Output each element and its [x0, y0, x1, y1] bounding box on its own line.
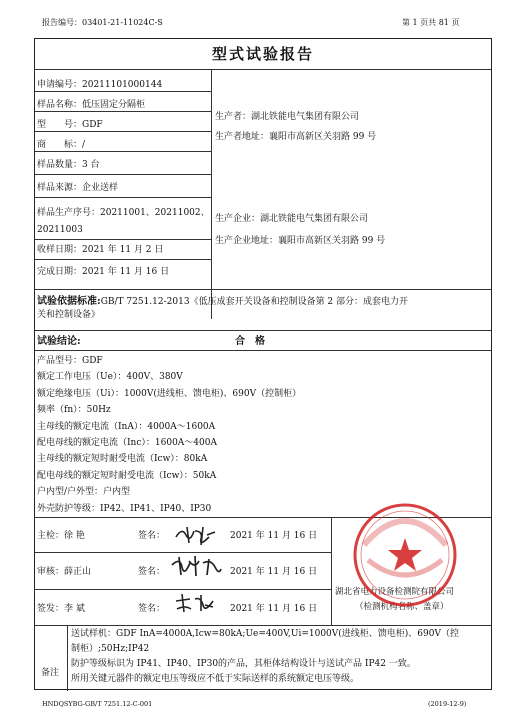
- inspector: 主检：徐 艳: [37, 531, 85, 541]
- issuer-signature: [173, 591, 217, 615]
- issuer: 签发：李 斌: [37, 604, 85, 614]
- inspector-date: 2021 年 11 月 16 日: [230, 531, 318, 541]
- model: 型 号：GDF: [37, 120, 103, 130]
- sample-quantity: 样品数量：3 台: [37, 160, 100, 170]
- spec-line: 额定绝缘电压（Ui）：1000V(进线柜、馈电柜)、690V（控制柜）: [37, 388, 302, 399]
- footer-form-code: HNDQSYBG-GB/T 7251.12-C-001: [42, 700, 153, 708]
- inspector-signature: [173, 523, 217, 547]
- spec-line: 配电母线的额定电流（Inc）：1600A～400A: [37, 438, 217, 449]
- factory-address: 生产企业地址：襄阳市高新区关羽路 99 号: [215, 236, 386, 246]
- serial-no-cont: 20211003: [37, 225, 83, 235]
- application-no: 申请编号：20211101000144: [37, 80, 163, 90]
- report-number: 报告编号：03401-21-11024C-S: [42, 18, 163, 27]
- conclusion-label: 试验结论:: [37, 336, 81, 347]
- spec-line: 外壳防护等级：IP42、IP41、IP40、IP30: [37, 503, 212, 514]
- stamp-caption: （检测机构名称、盖章）: [355, 602, 449, 612]
- spec-line: 户内型/户外型：户内型: [37, 487, 131, 498]
- spec-line: 产品型号：GDF: [37, 356, 103, 366]
- spec-line: 主母线的额定电流（InA）：4000A～1600A: [37, 421, 216, 432]
- footer-date: (2019-12-9): [428, 700, 467, 708]
- reviewer: 审核：薛正山: [37, 567, 92, 577]
- spec-line: 额定工作电压（Ue）：400V、380V: [37, 372, 183, 383]
- remarks-label: 备注: [41, 668, 60, 678]
- page-indicator: 第 1 页共 81 页: [402, 18, 460, 27]
- official-seal-icon: [350, 500, 460, 610]
- trademark: 商 标：/: [37, 140, 86, 150]
- test-basis: 试验依据标准:GB/T 7251.12-2013《低压成套开关设备和控制设备第 2 部分：成套电力开 关和控制设备》: [37, 296, 409, 320]
- reviewer-date: 2021 年 11 月 16 日: [230, 567, 318, 577]
- spec-line: 主母线的额定短时耐受电流（Icw）：80kA: [37, 454, 208, 465]
- serial-no: 样品生产序号：20211001、20211002、: [37, 208, 210, 218]
- remark-line: 防护等级标识为 IP41、IP40、IP30的产品，其柜体结构设计与送试产品 IP42 一致。: [71, 659, 416, 669]
- inspector-sign-label: 签名：: [138, 531, 166, 541]
- spec-line: 配电母线的额定短时耐受电流（Icw）：50kA: [37, 470, 217, 481]
- producer-address: 生产者地址：襄阳市高新区关羽路 99 号: [215, 132, 377, 142]
- product-specs: [37, 353, 489, 517]
- producer: 生产者：湖北铁能电气集团有限公司: [215, 112, 360, 122]
- sample-name: 样品名称：低压固定分隔柜: [37, 100, 146, 110]
- sample-source: 样品来源：企业送样: [37, 183, 119, 193]
- report-title: 型式试验报告: [211, 45, 314, 63]
- reviewer-sign-label: 签名：: [138, 567, 166, 577]
- completed-date: 完成日期：2021 年 11 月 16 日: [37, 267, 170, 277]
- testing-institute: 湖北省电力设备检测院有限公司: [335, 587, 455, 597]
- remark-line: 送试样机：GDF InA=4000A,Icw=80kA;Ue=400V,Ui=1000V(进线柜、馈电柜)、690V（控: [71, 629, 459, 639]
- issuer-date: 2021 年 11 月 16 日: [230, 604, 318, 614]
- issuer-sign-label: 签名：: [138, 604, 166, 614]
- remark-line: 所用关键元器件的额定电压等级应不低于实际送样的系统额定电压等级。: [71, 674, 360, 684]
- remarks-text: [71, 627, 491, 687]
- received-date: 收样日期：2021 年 11 月 2 日: [37, 245, 164, 255]
- remark-line: 制柜）;50Hz;IP42: [71, 644, 150, 654]
- spec-line: 频率（fn）：50Hz: [37, 405, 111, 416]
- reviewer-signature: [169, 553, 225, 581]
- conclusion-value: 合 格: [235, 336, 265, 347]
- factory: 生产企业：湖北铁能电气集团有限公司: [215, 214, 369, 224]
